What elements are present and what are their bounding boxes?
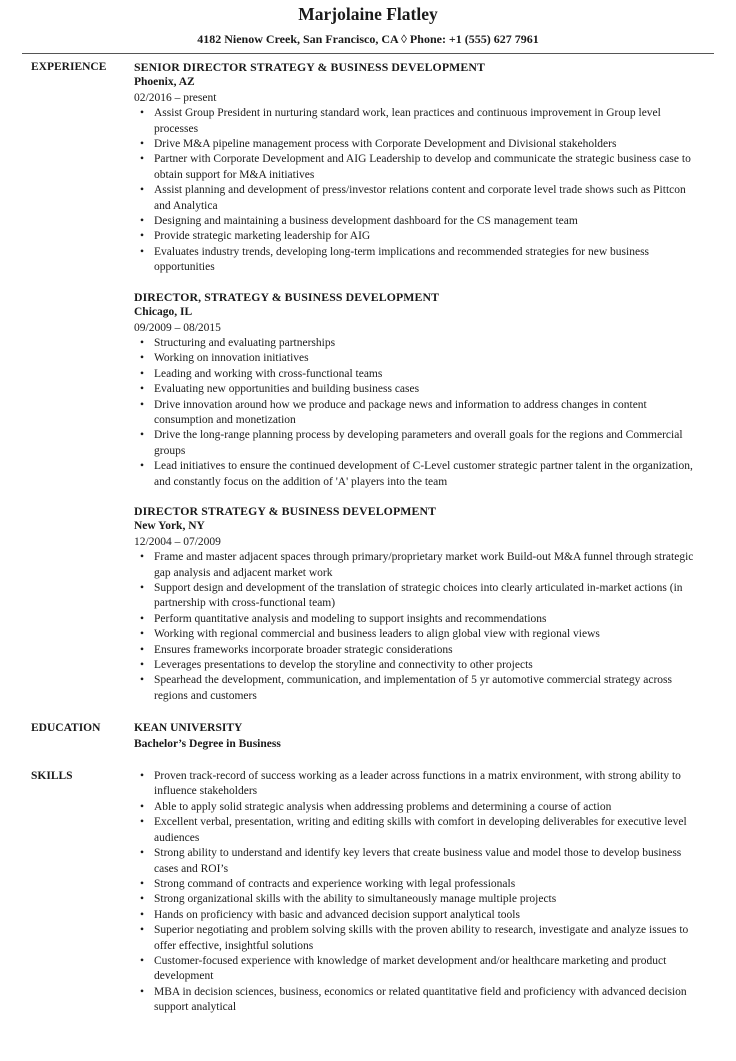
bullet-item: • Drive the long-range planning process by developing parameters and overall goals for the regions and Commercial groups <box>134 428 704 459</box>
skill-item: • Strong ability to understand and identify key levers that create business value and model those to develop business cases and ROI’s <box>134 846 704 877</box>
bullet-item: • Ensures frameworks incorporate broader strategic considerations <box>134 643 704 658</box>
job-title: DIRECTOR, STRATEGY & BUSINESS DEVELOPMENT <box>134 289 440 304</box>
education-body <box>134 721 704 752</box>
job-entry <box>134 290 704 490</box>
skills-heading: SKILLS <box>31 770 73 783</box>
skill-item: • Customer-focused experience with knowledge of market development and/or healthcare marketing and product development <box>134 954 704 985</box>
job-location: Chicago, IL <box>134 306 193 319</box>
bullet-item: • Evaluating new opportunities and building business cases <box>134 382 704 397</box>
bullet-item: • Support design and development of the translation of strategic choices into clearly articulated in-market actions (in partnership with cross-functional team) <box>134 581 704 612</box>
job-entry <box>134 60 704 276</box>
job-dates: 12/2004 – 07/2009 <box>134 535 221 548</box>
skill-item: • Able to apply solid strategic analysis when addressing problems and determining a course of action <box>134 800 704 815</box>
experience-heading: EXPERIENCE <box>31 61 107 73</box>
header-divider <box>22 53 714 54</box>
job-dates: 09/2009 – 08/2015 <box>134 321 221 334</box>
bullet-item: • Spearhead the development, communication, and implementation of 5 yr automotive commercial strategy across regions and customers <box>134 673 704 704</box>
skills-section <box>0 769 736 1016</box>
job-bullets <box>134 106 704 275</box>
bullet-item: • Drive innovation around how we produce and package news and information to address changes in content consumption and monetization <box>134 398 704 429</box>
skill-item: • Strong command of contracts and experience working with legal professionals <box>134 877 704 892</box>
bullet-item: • Partner with Corporate Development and AIG Leadership to develop and communicate the strategic business case to obtain support for M&A initiatives <box>134 152 704 183</box>
job-bullets <box>134 336 704 490</box>
skill-item: • Hands on proficiency with basic and advanced decision support analytical tools <box>134 908 704 923</box>
bullet-item: • Leading and working with cross-functional teams <box>134 367 704 382</box>
contact-line: 4182 Nienow Creek, San Francisco, CA ◊ Phone: +1 (555) 627 7961 <box>197 32 539 46</box>
education-heading: EDUCATION <box>31 722 101 735</box>
bullet-item: • Working with regional commercial and business leaders to align global view with regional views <box>134 627 704 642</box>
bullet-item: • Designing and maintaining a business development dashboard for the CS management team <box>134 214 704 229</box>
bullet-item: • Working on innovation initiatives <box>134 351 704 366</box>
bullet-item: • Frame and master adjacent spaces through primary/proprietary market work Build-out M&A funnel through strategic gap analysis and adjacent market work <box>134 550 704 581</box>
skills-body <box>134 769 704 1016</box>
job-entry <box>134 504 704 704</box>
bullet-item: • Assist planning and development of press/investor relations content and corporate level trade shows such as Pittcon and Analytica <box>134 183 704 214</box>
bullet-item: • Leverages presentations to develop the storyline and connectivity to other projects <box>134 658 704 673</box>
skill-item: • Strong organizational skills with the ability to simultaneously manage multiple projects <box>134 892 704 907</box>
skill-item: • Proven track-record of success working as a leader across functions in a matrix environment, with strong ability to influence stakeholders <box>134 769 704 800</box>
job-location: New York, NY <box>134 520 205 533</box>
bullet-item: • Assist Group President in nurturing standard work, lean practices and continuous improvement in Group level processes <box>134 106 704 137</box>
experience-section <box>0 60 736 704</box>
skills-bullets <box>134 769 704 1016</box>
experience-body <box>134 60 704 704</box>
bullet-item: • Provide strategic marketing leadership for AIG <box>134 229 704 244</box>
bullet-item: • Perform quantitative analysis and modeling to support insights and recommendations <box>134 612 704 627</box>
job-bullets <box>134 550 704 704</box>
candidate-name: Marjolaine Flatley <box>298 4 438 24</box>
bullet-item: • Lead initiatives to ensure the continued development of C-Level customer strategic partner talent in the organization, and constantly focus on the addition of 'A' players into the team <box>134 459 704 490</box>
skill-item: • Excellent verbal, presentation, writing and editing skills with comfort in developing deliverables for executive level audiences <box>134 815 704 846</box>
job-title: SENIOR DIRECTOR STRATEGY & BUSINESS DEVELOPMENT <box>134 60 485 74</box>
job-location: Phoenix, AZ <box>134 76 195 89</box>
bullet-item: • Drive M&A pipeline management process with Corporate Development and Divisional stakeholders <box>134 137 704 152</box>
job-title: DIRECTOR STRATEGY & BUSINESS DEVELOPMENT <box>134 503 437 518</box>
skill-item: • Superior negotiating and problem solving skills with the proven ability to research, investigate and analyze issues to offer effective, insightful solutions <box>134 923 704 954</box>
education-section <box>0 721 736 752</box>
bullet-item: • Structuring and evaluating partnerships <box>134 336 704 351</box>
school-name: KEAN UNIVERSITY <box>134 722 243 735</box>
skill-item: • MBA in decision sciences, business, economics or related quantitative field and proficiency with advanced decision support analytical <box>134 985 704 1016</box>
job-dates: 02/2016 – present <box>134 91 217 104</box>
degree-name: Bachelor’s Degree in Business <box>134 737 281 750</box>
bullet-item: • Evaluates industry trends, developing long-term implications and recommended strategies for new business opportunities <box>134 245 704 276</box>
resume-header <box>0 0 736 54</box>
